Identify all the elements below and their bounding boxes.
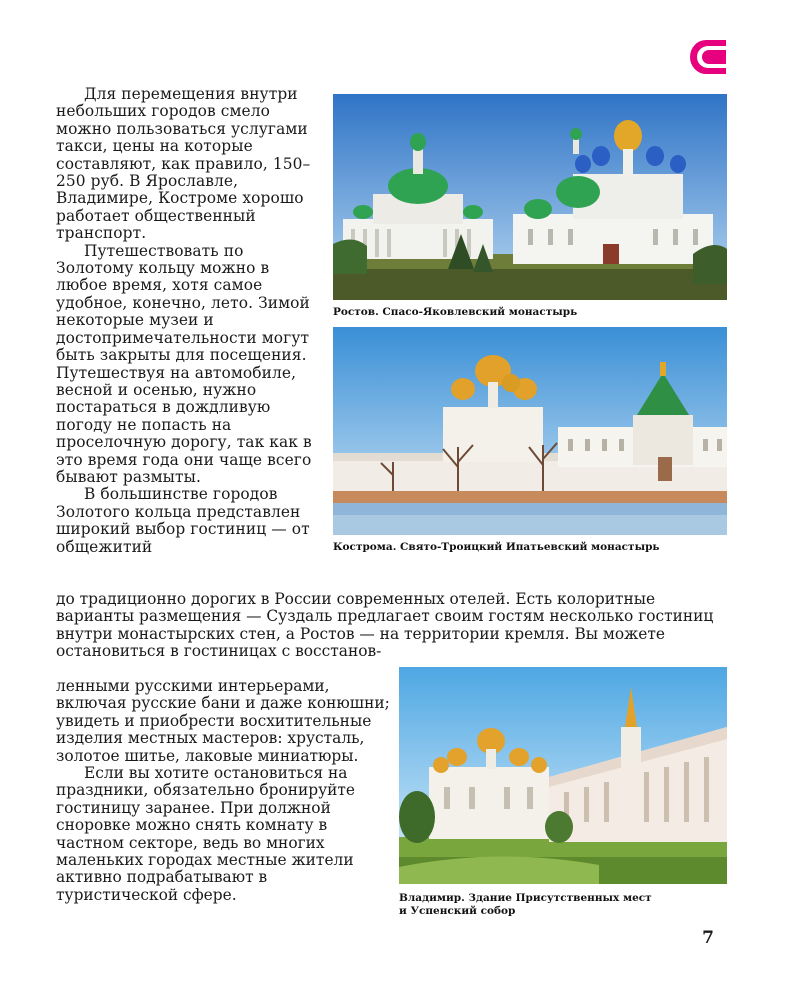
body-text-lower-column <box>56 678 391 904</box>
body-text-column <box>56 86 318 556</box>
caption-vladimir <box>399 892 652 918</box>
chapter-tab-icon <box>690 40 726 74</box>
page-number: 7 <box>702 928 714 948</box>
paragraph-seasons: Путешествовать по Золотому кольцу можно в любое время, хотя самое удобное, конечно, лето. Зимой некоторые музеи и достопримечательности могут быть закрыты для посещения. Путешествуя на автомобиле, весной и осенью, нужно постараться в дождливую погоду не попасть на проселочную дорогу, так как в это время года они чаще всего бывают размыты. <box>56 241 312 486</box>
paragraph-hotels-continued: до традиционно дорогих в России современных отелей. Есть колоритные варианты размещения — Суздаль предлагает своим гостям несколько гостиниц внутри монастырских стен, а Ростов — на территории кремля. Вы можете остановиться в гостиницах с восстанов- <box>56 590 714 661</box>
photo-rostov-monastery <box>333 94 727 300</box>
photo-kostroma-monastery <box>333 327 727 535</box>
caption-kostroma: Кострома. Свято-Троицкий Ипатьевский монастырь <box>333 541 660 553</box>
paragraph-taxi: Для перемещения внутри небольших городов смело можно пользоваться услугами такси, цены на которые составляют, как правило, 150–250 руб. В Ярославле, Владимире, Костроме хорошо работает общественный транспорт. <box>56 85 311 243</box>
body-text-wide <box>56 591 726 661</box>
caption-rostov: Ростов. Спасо-Яковлевский монастырь <box>333 306 578 318</box>
paragraph-interiors: ленными русскими интерьерами, включая русские бани и даже конюшни; увидеть и приобрести восхитительные изделия местных мастеров: хрусталь, золотое шитье, лаковые миниатюры. <box>56 677 390 765</box>
caption-vladimir-line1: Владимир. Здание Присутственных мест <box>399 892 652 904</box>
paragraph-hotels: В большинстве городов Золотого кольца представлен широкий выбор гостиниц — от общежитий <box>56 485 310 556</box>
caption-vladimir-line2: и Успенский собор <box>399 905 516 917</box>
photo-vladimir-cathedral <box>399 667 727 884</box>
paragraph-booking: Если вы хотите остановиться на праздники, обязательно бронируйте гостиницу заранее. При должной сноровке можно снять комнату в частном секторе, ведь во многих маленьких городах местные жители активно подрабатывают в туристической сфере. <box>56 764 356 904</box>
